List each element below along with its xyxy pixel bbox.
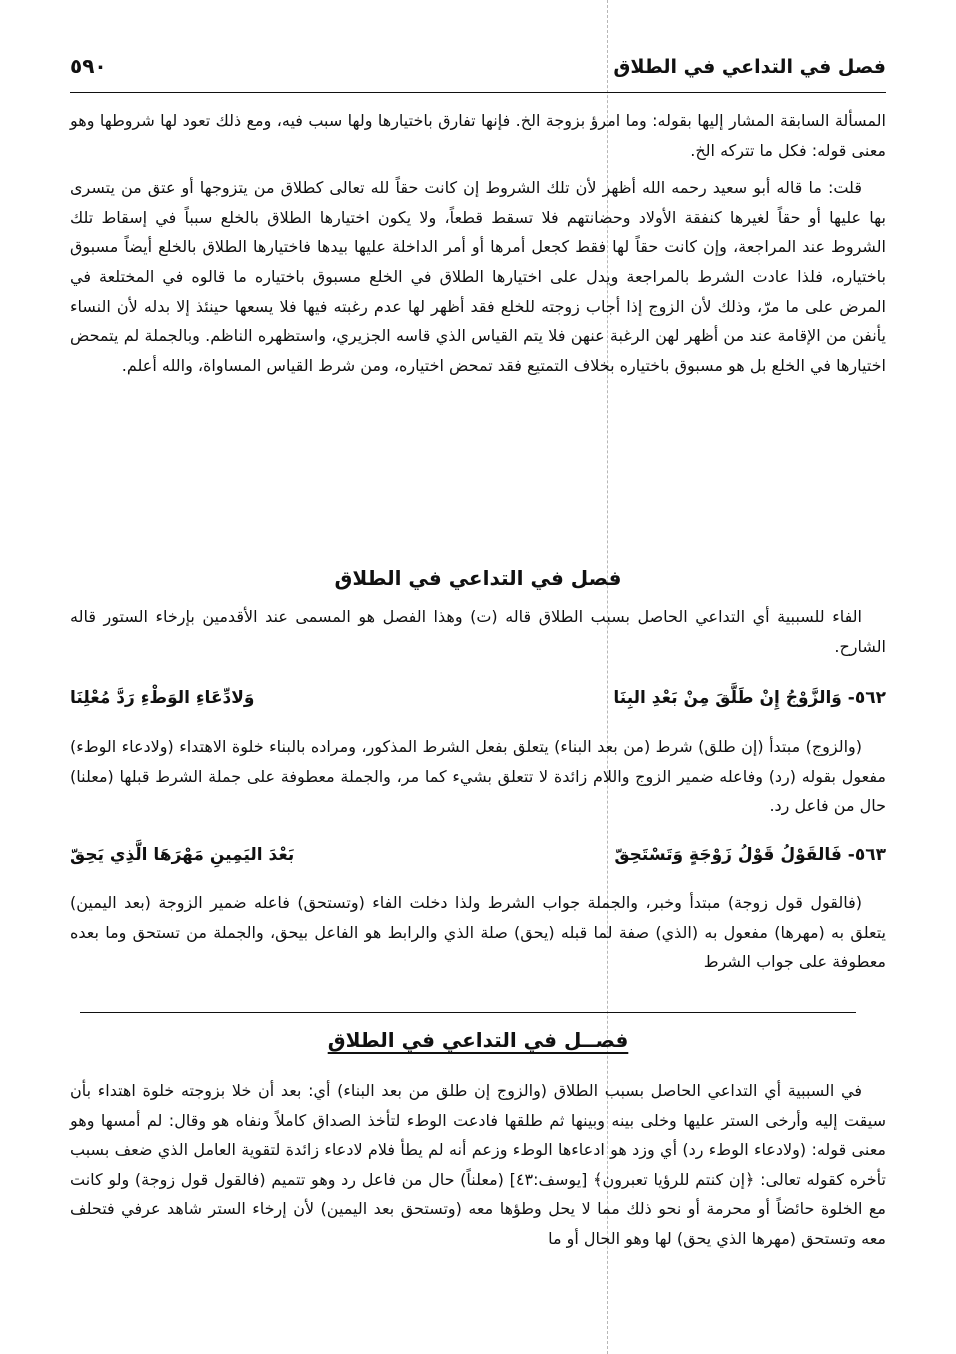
section-heading: فصل في التداعي في الطلاق <box>334 566 622 590</box>
commentary-block-5 <box>70 1076 886 1254</box>
section-heading-2: فصــل في التداعي في الطلاق <box>327 1028 629 1052</box>
commentary-block-3 <box>70 732 886 821</box>
running-title: فصل في التداعي في الطلاق <box>613 56 886 78</box>
paragraph: المسألة السابقة المشار إليها بقوله: وما امرؤ بزوجة الخ. فإنها تفارق باختيارها ولها سبب فيه، ومع ذلك تعود لها شروطها وهو معنى قوله: فكل ما تتركه الخ. <box>70 111 886 160</box>
paragraph: (والزوج) مبتدأ (إن طلق) شرط (من بعد البناء) يتعلق بفعل الشرط المذكور، ومراده بالبناء خلوة الاهتداء (ولادعاء الوطء) مفعول بقوله (رد) وفاعله ضمير الزوج واللام زائدة لا تتعلق بشيء كما مر، والجملة معطوفة على جملة الشرط قبلها (معلنا) حال من فاعل رد. <box>70 737 886 816</box>
commentary-block-1 <box>70 106 886 380</box>
page-header <box>70 52 886 92</box>
verse-second-hemistich: بَعْدَ اليَمِينِ مَهْرَهَا الَّذِي يَحِقّ <box>70 845 295 865</box>
paragraph: الفاء للسببية أي التداعي الحاصل بسبب الطلاق قاله (ت) وهذا الفصل هو المسمى عند الأقدمين بإرخاء الستور قاله الشارح. <box>70 607 886 656</box>
verse-first-hemistich: ٥٦٣- فَالقَوْلُ قَوْلُ زَوْجَةٍ وَتَسْتَحِقّ <box>614 845 886 865</box>
verse-second-hemistich: وَلادِّعَاءِ الوَطْءِ رَدَّ مُعْلِنَا <box>70 688 255 708</box>
paragraph: (فالقول قول زوجة) مبتدأ وخبر، والجملة جواب الشرط ولذا دخلت الفاء (وتستحق) فاعله ضمير الزوجة (بعد اليمين) يتعلق به (مهرها) مفعول به (الذي) صفة لما قبله (يحق) صلة الذي والرابط هو الفاعل بيحق، والجملة من تستحق وما بعده معطوفة على جواب الشرط <box>70 893 886 972</box>
commentary-block-2 <box>70 602 886 661</box>
verse-first-hemistich: ٥٦٢- وَالزَّوْجُ إِنْ طَلَّقَ مِنْ بَعْدِ البِنَا <box>613 688 886 708</box>
paragraph: قلت: ما قاله أبو سعيد رحمه الله أظهر لأن تلك الشروط إن كانت حقاً لله تعالى كطلاق من يتزوجها أو عتق من يتسرى بها عليها أو حقاً لغيرها كنفقة الأولاد وحضانتهم فلا تسقط قطعاً، ولا يكون اختيارها الطلاق بالخلع سبباً في إسقاط تلك الشروط عند المراجعة، وإن كانت حقاً لها فقط كجعل أمرها أو أمر الداخلة عليها بيدها فاختيارها الطلاق بالخلع أيضاً مسبوق باختياره، فلذا عادت الشرط بالمراجعة ويدل على اختيارها الطلاق في الخلع مسبوق باختياره ما قالوه في المختلعة في المرض على ما مرّ، وذلك لأن الزوج إذا أجاب زوجته للخلع فقد أظهر لها عدم رغبته فيها فلا يسعها حينئذ إلا بدله لأن النساء يأنفن من الإقامة عند من أظهر لهن الرغبة عنهن فلا يتم القياس الذي قاسه الجزيري، واستظهره الناظم. وبالجملة لم يتمحض اختيارها في الخلع بل هو مسبوق باختياره بخلاف التمتيع فقد تمحض اختياره، ومن شرط القياس المساواة، والله أعلم. <box>70 178 886 375</box>
page-number: ٥٩٠ <box>70 54 107 78</box>
header-rule <box>70 92 886 93</box>
book-page <box>70 0 886 1354</box>
verse-562 <box>70 688 886 708</box>
verse-563 <box>70 845 886 865</box>
commentary-block-4 <box>70 888 886 977</box>
section-divider <box>80 1012 856 1013</box>
paragraph: في السببية أي التداعي الحاصل بسبب الطلاق (والزوج إن طلق من بعد البناء) أي: بعد أن خلا بزوجته خلوة اهتداء بأن سيقت إليه وأرخى الستر عليها وخلى بينه وبينها ثم طلقها فادعت الوطء لتأخذ الصداق كاملاً ونفاه هو وقال: لم أمسها وهو معنى قوله: (ولادعاء الوطء رد) أي وزد هو ادعاءها الوطء وزعم أنه لم يطأ فلام لادعاء زائدة لتقوية العامل الذي ضعف بسبب تأخره كقوله تعالى: ﴿إن كنتم للرؤيا تعبرون﴾ [يوسف:٤٣] (معلناً) حال من فاعل رد وهو تتميم (فالقول قول زوجة) ولو كانت مع الخلوة حائضاً أو محرمة أو نحو ذلك مما لا يحل وطؤها معه (وتستحق بعد اليمين) لأن إرخاء الستر شاهد عرفي فتحلف معه وتستحق (مهرها الذي يحق) لها وهو الحال أو ما <box>70 1081 887 1248</box>
